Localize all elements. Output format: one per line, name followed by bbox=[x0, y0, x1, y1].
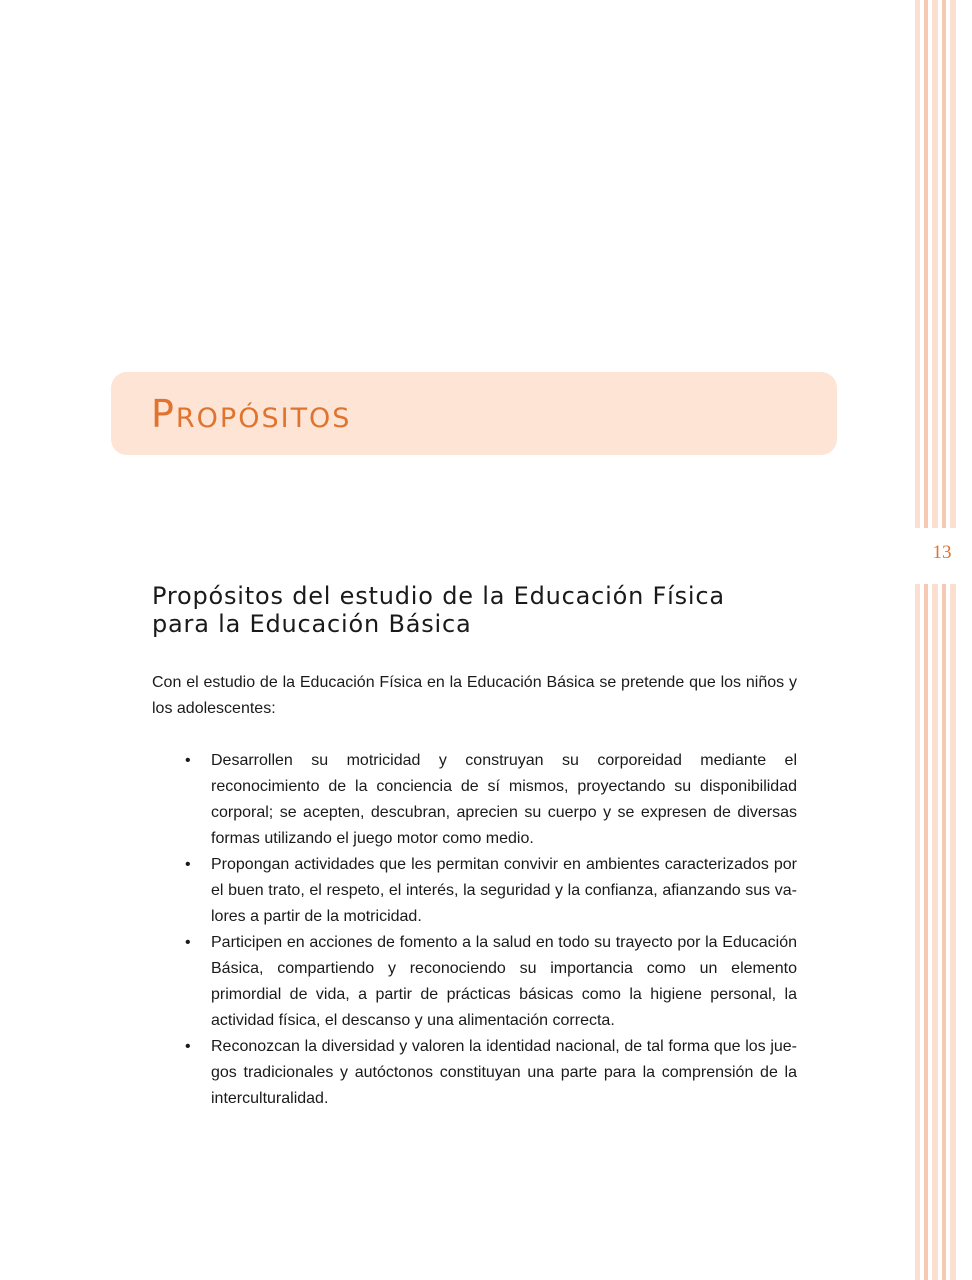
margin-stripe bbox=[942, 0, 946, 1280]
intro-paragraph: Con el estudio de la Educación Física en la Educación Básica se pretende que los niños y los adolescentes: bbox=[152, 674, 797, 717]
purpose-list bbox=[152, 748, 797, 1112]
bullet-icon: • bbox=[185, 934, 191, 951]
section-title-line-2: para la Educación Básica bbox=[152, 610, 472, 638]
bullet-icon: • bbox=[185, 856, 191, 873]
margin-stripe bbox=[932, 0, 938, 1280]
bullet-icon: • bbox=[185, 752, 191, 769]
list-item bbox=[152, 748, 797, 852]
margin-stripe bbox=[950, 0, 956, 1280]
margin-stripe bbox=[915, 0, 920, 1280]
bullet-icon: • bbox=[185, 1038, 191, 1055]
list-item bbox=[152, 1034, 797, 1112]
list-item-text: Participen en acciones de fomento a la salud en todo su trayecto por la Educación Básica, compartiendo y reconociendo su importancia como un elemento primordial de vida, a partir de prácticas básicas como la higiene personal, la actividad física, el descanso y una alimentación correcta. bbox=[211, 934, 797, 1029]
chapter-title: Propósitos bbox=[151, 392, 352, 436]
chapter-banner bbox=[111, 372, 837, 455]
list-item-text: Desarrollen su motricidad y construyan su corporeidad mediante el reconocimiento de la conciencia de sí mismos, proyectando su disponibilidad corporal; se acepten, descubran, aprecien su cuerpo y se expresen de diversas formas utilizando el juego motor como medio. bbox=[211, 752, 797, 847]
list-item bbox=[152, 930, 797, 1034]
section-title-line-1: Propósitos del estudio de la Educación Física bbox=[152, 582, 725, 610]
section-title bbox=[152, 582, 792, 638]
list-item-text: Reconozcan la diversidad y valoren la identidad nacional, de tal forma que los jue-gos tradicionales y autóctonos constituyan una parte para la comprensión de la interculturalidad. bbox=[211, 1038, 797, 1107]
margin-stripe bbox=[924, 0, 928, 1280]
list-item-text: Propongan actividades que les permitan convivir en ambientes caracterizados por el buen trato, el respeto, el interés, la seguridad y la confianza, afianzando sus va-lores a partir de la motricidad. bbox=[211, 856, 797, 925]
page-number: 13 bbox=[932, 542, 952, 563]
list-item bbox=[152, 852, 797, 930]
